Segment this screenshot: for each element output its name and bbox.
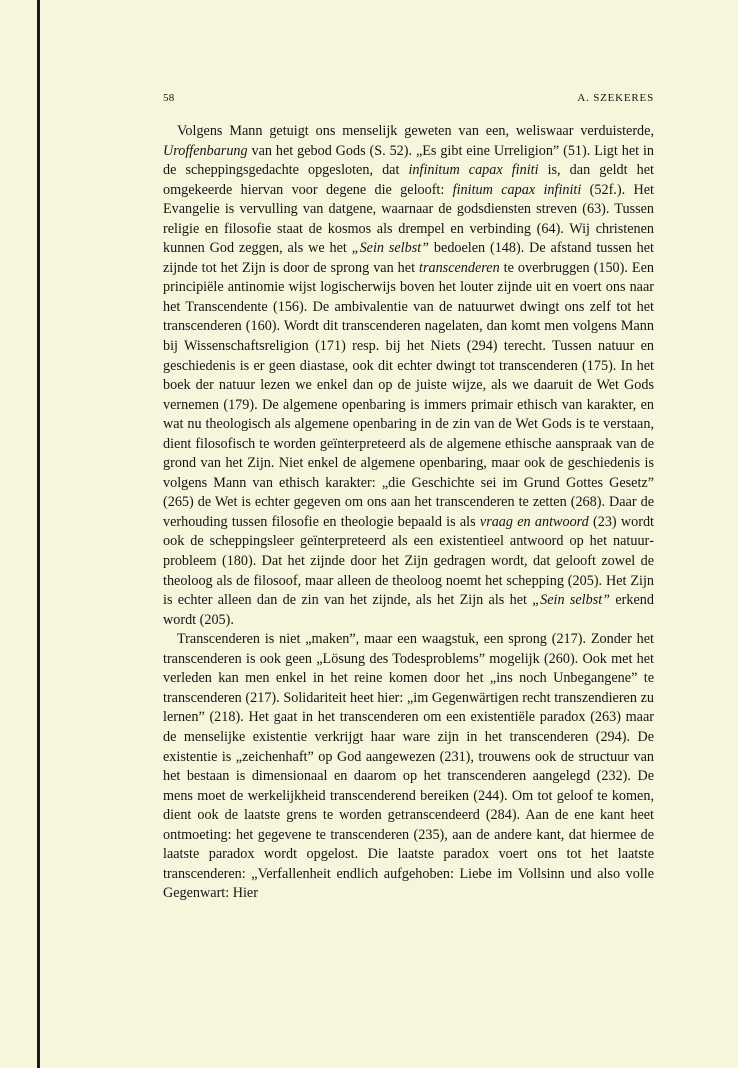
text-run: bedoelen (148). De afstand tussen het zijnde tot het Zijn is door de sprong van het [163, 240, 654, 276]
body-text [163, 122, 654, 904]
text-run: (23) wordt ook de scheppingsleer geïnterpreteerd als een existentieel antwoord op het natuurprobleem (180). Dat het zijnde door het Zijn gedragen wordt, dat gelooft zowel de theoloog als de filosoof, maar alleen de theoloog noemt het schepping (205). Het Zijn is echter alleen dan de zin van het zijnde, als het Zijn als het [163, 513, 654, 609]
italic-term: infinitum capax finiti [408, 162, 539, 179]
text-run: is, dan geldt het omgekeerde hiervan voor degene die gelooft: [163, 162, 654, 198]
italic-term: Uroffenbarung [163, 142, 248, 159]
running-head: A. SZEKERES [577, 92, 654, 104]
page-number: 58 [163, 92, 175, 104]
italic-term: vraag en antwoord [479, 513, 589, 530]
text-run: van het gebod Gods (S. 52). „Es gibt eine Urreligion” (51). Ligt het in de scheppingsgedachte opgesloten, dat [163, 142, 654, 179]
text-run: te overbruggen (150). Een principiële antinomie wijst logischerwijs boven het louter zijnde uit en voert ons naar het Transcendente (156). De ambivalentie van de natuurwet dwingt ons zelf tot het transcenderen (160). Wordt dit transcenderen nagelaten, dan komt men volgens Mann bij Wissenschaftsreligion (171) resp. bij het Niets (294) terecht. Tussen natuur en geschiedenis is er geen diastase, ook dit echter dwingt tot transcenderen (175). In het boek der natuur lezen we enkel dan op de juiste wijze, als we daaruit de Wet Gods vernemen (179). De algemene openbaring is immers primair ethisch van karakter, en wat nu theologisch als algemene openbaring in de zin van de Wet Gods is te verstaan, dient filosofisch te worden geïnterpreteerd als de algemene ethische aanspraak van de grond van het Zijn. Niet enkel de algemene openbaring, maar ook de geschiedenis is volgens Mann van ethisch karakter: „die Geschichte sei im Grund Gottes Gesetz” (265) de Wet is echter gegeven om ons aan het transcenderen te zetten (268). Daar de verhouding tussen filosofie en theologie bepaald is als [163, 259, 654, 530]
paragraph-2: Transcenderen is niet „maken”, maar een waagstuk, een sprong (217). Zonder het transcenderen is ook geen „Lösung des Todesproblems” mogelijk (260). Ook met het verleden kan men enkel in het reine komen door het „ins noch Unbegangene” te transcenderen (217). Solidariteit heet hier: „im Gegenwärtigen recht transzendieren zu lernen” (218). Het gaat in het transcenderen om een existentiële paradox (263) maar de menselijke existentie verkrijgt haar ware zijn in het transcenderen (294). De existentie is „zeichenhaft” op God aangewezen (231), trouwens ook de structuur van het bestaan is dimensionaal en daarom op het transcenderen aangelegd (232). De mens moet de werkelijkheid transcenderend bereiken (244). Om tot geloof te komen, dient ook de laatste grens te worden getranscendeerd (284). Aan de ene kant heet ontmoeting: het gegevene te transcenderen (235), aan de andere kant, dat hiermee de laatste paradox wordt opgelost. Die laatste paradox voert ons tot het laatste transcenderen: „Verfallenheit endlich aufgehoben: Liebe im Vollsinn und also volle Gegenwart: Hier [163, 631, 654, 902]
italic-term: „Sein selbst” [351, 240, 430, 257]
paragraph-1 [163, 122, 654, 630]
page-header [163, 92, 654, 108]
italic-term: „Sein selbst” [532, 592, 611, 609]
italic-term: transcenderen [419, 259, 500, 276]
text-run: (52f.). Het Evangelie is vervulling van datgene, waarnaar de godsdiensten streven (63). Tussen religie en filosofie staat de kosmos als drempel en verbinding (64). Wij christenen kunnen God zeggen, als we het [163, 181, 654, 257]
italic-term: finitum capax infiniti [452, 181, 582, 198]
text-run: Volgens Mann getuigt ons menselijk geweten van een, weliswaar verduisterde, [177, 123, 654, 139]
text-run: erkend wordt (205). [163, 592, 654, 628]
page-edge-shadow [37, 0, 40, 1068]
